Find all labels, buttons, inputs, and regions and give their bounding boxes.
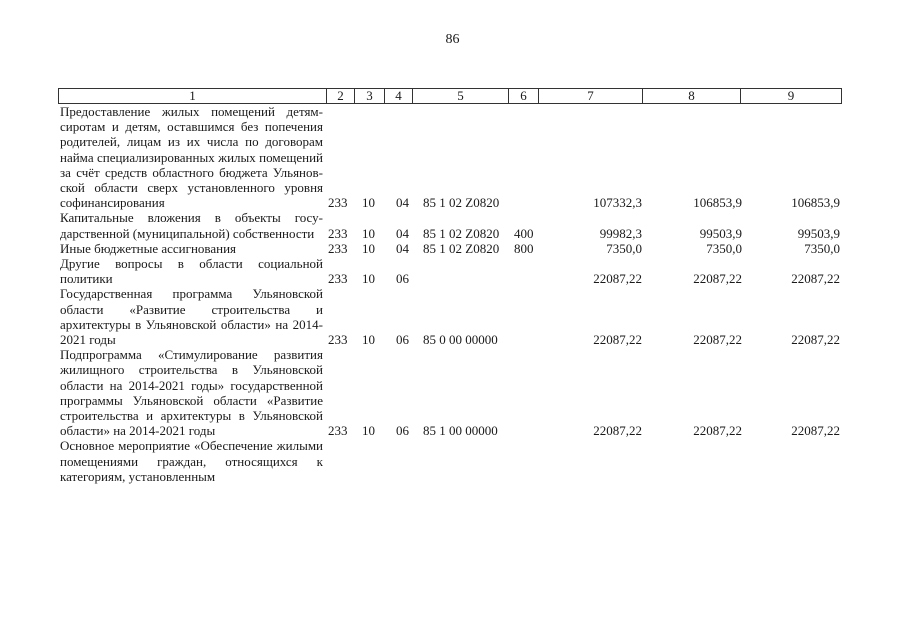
row-amount-8: 22087,22: [693, 423, 742, 439]
row-expense-type: 400: [514, 225, 534, 241]
row-description: Другие вопросы в области социальной политики: [60, 256, 323, 287]
row-ministry-code: 233: [328, 240, 348, 256]
row-section-code: 10: [362, 271, 375, 287]
header-col-2: 2: [327, 89, 355, 103]
row-target-article: 85 1 02 Z0820: [423, 225, 500, 241]
header-col-9: 9: [787, 88, 795, 103]
table-row: [60, 347, 840, 438]
row-description: Подпрограмма «Стимулирование развития жилищного строительства в Ульяновской области на 2014-2021 годы» государственной программы Ульяновской области «Развитие строительства и архитектуры в Ульяновской области» на 2014-2021 годы: [60, 347, 323, 439]
row-amount-7: 107332,3: [593, 195, 642, 211]
row-amount-9: 22087,22: [791, 332, 840, 348]
row-amount-7: 22087,22: [593, 332, 642, 348]
row-subsection-code: 04: [396, 240, 409, 256]
row-amount-8: 22087,22: [693, 271, 742, 287]
row-amount-8: 106853,9: [693, 195, 742, 211]
table-row: [60, 241, 840, 256]
row-ministry-code: 233: [328, 271, 348, 287]
table-row: [60, 286, 840, 347]
row-description: Капитальные вложения в объекты государственной (муниципальной) собственности: [60, 210, 323, 241]
header-col-5: 5: [413, 89, 509, 103]
header-col-8: 8: [643, 89, 741, 103]
row-subsection-code: 04: [396, 195, 409, 211]
row-amount-7: 22087,22: [593, 423, 642, 439]
row-ministry-code: 233: [328, 332, 348, 348]
row-amount-9: 99503,9: [797, 225, 840, 241]
row-ministry-code: 233: [328, 225, 348, 241]
row-section-code: 10: [362, 332, 375, 348]
row-amount-9: 106853,9: [791, 195, 840, 211]
table-row: [60, 104, 840, 210]
row-amount-8: 7350,0: [706, 240, 742, 256]
row-target-article: 85 1 02 Z0820: [423, 240, 500, 256]
row-target-article: 85 1 02 Z0820: [423, 195, 500, 211]
row-target-article: 85 0 00 00000: [423, 332, 498, 348]
row-subsection-code: 06: [396, 271, 409, 287]
row-amount-7: 99982,3: [599, 225, 642, 241]
header-col-1: 1: [59, 89, 327, 103]
row-section-code: 10: [362, 225, 375, 241]
row-subsection-code: 06: [396, 423, 409, 439]
table-row: [60, 256, 840, 286]
row-amount-9: 7350,0: [804, 240, 840, 256]
table-header: [58, 88, 842, 104]
row-section-code: 10: [362, 240, 375, 256]
header-col-7: 7: [539, 89, 643, 103]
header-col-4: 4: [385, 89, 413, 103]
row-amount-9: 22087,22: [791, 423, 840, 439]
row-section-code: 10: [362, 195, 375, 211]
row-expense-type: 800: [514, 240, 534, 256]
row-target-article: 85 1 00 00000: [423, 423, 498, 439]
row-section-code: 10: [362, 423, 375, 439]
header-col-3: 3: [355, 89, 385, 103]
table-row: [60, 210, 840, 240]
row-description: Иные бюджетные ассигнования: [60, 240, 237, 256]
row-amount-9: 22087,22: [791, 271, 840, 287]
row-amount-7: 22087,22: [593, 271, 642, 287]
row-description: Государственная программа Ульяновской области «Развитие строительства и архитектуры в Ульяновской области» на 2014-2021 годы: [60, 286, 323, 348]
row-subsection-code: 04: [396, 225, 409, 241]
row-ministry-code: 233: [328, 423, 348, 439]
page-number: 86: [445, 32, 460, 47]
row-subsection-code: 06: [396, 332, 409, 348]
table-body: [60, 104, 840, 484]
row-description: Основное мероприятие «Обеспечение жилыми помещениями граждан, относящихся к категориям, установленным: [60, 438, 323, 484]
row-amount-8: 22087,22: [693, 332, 742, 348]
row-amount-7: 7350,0: [606, 240, 642, 256]
table-row: [60, 438, 840, 484]
row-description: Предоставление жилых помещений детям-сиротам и детям, оставшимся без попечения родителей, лицам из их числа по договорам найма специализированных жилых помещений за счёт средств областного бюджета Ульяновской области сверх установленного уровня софинансирования: [60, 104, 323, 211]
header-col-6: 6: [509, 89, 539, 103]
row-ministry-code: 233: [328, 195, 348, 211]
row-amount-8: 99503,9: [699, 225, 742, 241]
